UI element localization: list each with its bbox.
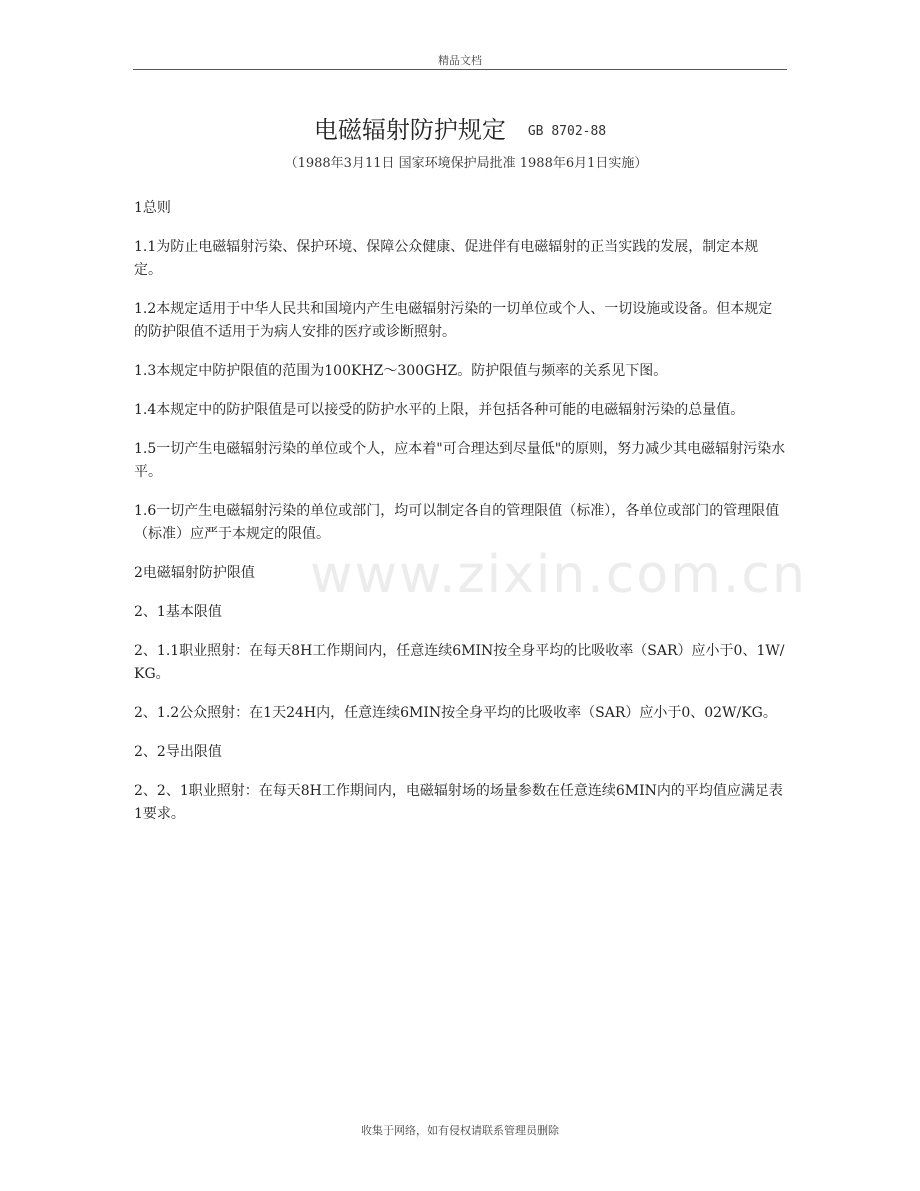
page-header: 精品文档 xyxy=(133,52,787,70)
paragraph-2-2-1: 2、2、1职业照射：在每天8H工作期间内，电磁辐射场的场量参数在任意连续6MIN内的平均值应满足表1要求。 xyxy=(134,783,783,822)
paragraph-1-4: 1.4本规定中的防护限值是可以接受的防护水平的上限，并包括各种可能的电磁辐射污染的总量值。 xyxy=(134,402,745,418)
paragraph-1-2: 1.2本规定适用于中华人民共和国境内产生电磁辐射污染的一切单位或个人、一切设施或设备。但本规定的防护限值不适用于为病人安排的医疗或诊断照射。 xyxy=(134,301,773,340)
page-footer: 收集于网络，如有侵权请联系管理员删除 xyxy=(361,1124,559,1137)
approval-note: （1988年3月11日 国家环境保护局批准 1988年6月1日实施） xyxy=(284,156,648,171)
paragraph-1-6: 1.6一切产生电磁辐射污染的单位或部门，均可以制定各自的管理限值（标准），各单位或部门的管理限值（标准）应严于本规定的限值。 xyxy=(134,503,780,542)
paragraph-2-1-2: 2、1.2公众照射：在1天24H内，任意连续6MIN按全身平均的比吸收率（SAR）应小于0、02W/KG。 xyxy=(134,705,777,721)
section-heading-2: 2电磁辐射防护限值 xyxy=(134,565,255,581)
watermark: www.zixin.com.cn xyxy=(310,545,807,605)
paragraph-1-5: 1.5一切产生电磁辐射污染的单位或个人，应本着"可合理达到尽量低"的原则，努力减少其电磁辐射污染水平。 xyxy=(134,441,786,480)
standard-code: GB 8702-88 xyxy=(527,124,607,139)
subsection-heading-2-2: 2、2导出限值 xyxy=(134,744,222,760)
title-row xyxy=(0,110,920,145)
paragraph-1-3: 1.3本规定中防护限值的范围为100KHZ～300GHZ。防护限值与频率的关系见下图。 xyxy=(134,363,668,379)
document-title: 电磁辐射防护规定 xyxy=(313,116,506,144)
paragraph-1-1: 1.1为防止电磁辐射污染、保护环境、保障公众健康、促进伴有电磁辐射的正当实践的发展，制定本规定。 xyxy=(134,239,759,278)
subsection-heading-2-1: 2、1基本限值 xyxy=(134,604,222,620)
section-heading-1: 1总则 xyxy=(134,200,171,216)
paragraph-2-1-1: 2、1.1职业照射：在每天8H工作期间内，任意连续6MIN按全身平均的比吸收率（SAR）应小于0、1W/KG。 xyxy=(134,643,785,682)
document-body xyxy=(134,197,786,842)
